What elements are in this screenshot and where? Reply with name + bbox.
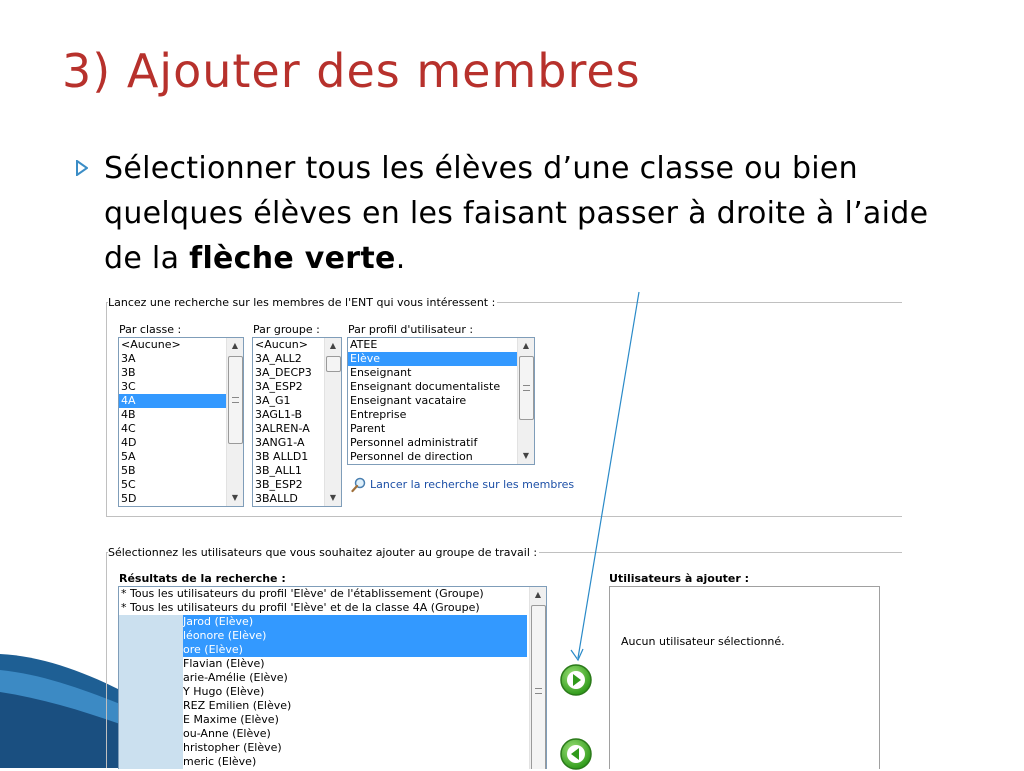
groupe-option[interactable]: 3A_DECP3 (255, 366, 312, 379)
scroll-grip-icon (523, 385, 530, 391)
results-option[interactable]: Y Hugo (Elève) (183, 685, 265, 698)
results-option[interactable]: E Maxime (Elève) (183, 713, 279, 726)
results-option[interactable]: ou-Anne (Elève) (183, 727, 271, 740)
annotation-arrow (560, 288, 650, 668)
scroll-up-icon[interactable]: ▲ (522, 341, 530, 350)
slide-title: 3) Ajouter des membres (62, 44, 641, 98)
scroll-down-icon[interactable]: ▼ (231, 493, 239, 502)
results-option[interactable]: * Tous les utilisateurs du profil 'Elève' de l'établissement (Groupe) (121, 587, 484, 600)
bullet-triangle-icon (76, 160, 88, 176)
results-listbox[interactable] (118, 586, 547, 769)
profil-option[interactable]: Entreprise (350, 408, 407, 421)
scroll-thumb[interactable] (519, 356, 534, 420)
groupe-option[interactable]: 3ALREN-A (255, 422, 310, 435)
to-add-label: Utilisateurs à ajouter : (609, 572, 750, 585)
bullet-text-bold: flèche verte (189, 241, 396, 276)
classe-option[interactable]: 5C (121, 478, 136, 491)
search-members-link[interactable]: Lancer la recherche sur les membres (370, 478, 575, 491)
results-label: Résultats de la recherche : (119, 572, 286, 585)
groupe-label: Par groupe : (253, 323, 320, 336)
results-option[interactable]: hristopher (Elève) (183, 741, 282, 754)
scroll-thumb[interactable] (531, 605, 546, 769)
groupe-option[interactable]: <Aucun> (255, 338, 308, 351)
classe-option[interactable]: 3B (121, 366, 136, 379)
scroll-thumb[interactable] (228, 356, 243, 444)
results-option-selected[interactable]: Jarod (Elève) (119, 615, 527, 629)
profil-option[interactable]: Enseignant vacataire (350, 394, 467, 407)
magnifier-icon[interactable] (351, 477, 367, 493)
scroll-grip-icon (535, 688, 542, 694)
bullet-text-part-1: Sélectionner tous les élèves d’une classe ou bien quelques élèves en les faisant passer à droite à l’aide de la (104, 151, 929, 276)
results-scrollbar[interactable] (529, 587, 546, 769)
bullet-text (104, 146, 956, 281)
fieldset-left-border (106, 302, 107, 516)
groupe-option[interactable]: 3AGL1-B (255, 408, 303, 421)
classe-option[interactable]: 5A (121, 450, 136, 463)
results-option[interactable]: meric (Elève) (183, 755, 257, 768)
classe-option[interactable]: 4B (121, 408, 136, 421)
profil-option-selected[interactable]: Elève (348, 352, 517, 366)
profil-option[interactable]: Parent (350, 422, 386, 435)
scroll-up-icon[interactable]: ▲ (534, 590, 542, 599)
classe-label: Par classe : (119, 323, 182, 336)
fieldset-left-border (106, 552, 107, 768)
profil-option[interactable]: Personnel administratif (350, 436, 478, 449)
scroll-up-icon[interactable]: ▲ (231, 341, 239, 350)
slide-swoosh-decoration (0, 640, 120, 768)
bullet-text-part-2: . (395, 241, 406, 276)
no-user-selected-message: Aucun utilisateur sélectionné. (621, 635, 785, 648)
search-panel-legend: Lancez une recherche sur les membres de l'ENT qui vous intéressent : (108, 296, 496, 309)
scroll-thumb[interactable] (326, 356, 341, 372)
classe-scrollbar[interactable] (226, 338, 243, 506)
profil-scrollbar[interactable] (517, 338, 534, 464)
fieldset-bottom-border (106, 516, 902, 517)
results-option-selected[interactable]: léonore (Elève) (119, 629, 527, 643)
profil-label: Par profil d'utilisateur : (348, 323, 474, 336)
profil-option[interactable]: ATEE (350, 338, 378, 351)
results-option[interactable]: arie-Amélie (Elève) (183, 671, 288, 684)
classe-option[interactable]: 3C (121, 380, 136, 393)
classe-option[interactable]: 5D (121, 492, 137, 505)
scroll-up-icon[interactable]: ▲ (329, 341, 337, 350)
classe-listbox[interactable] (118, 337, 244, 507)
results-option-selected[interactable]: ore (Elève) (119, 643, 527, 657)
classe-option-selected[interactable]: 4A (119, 394, 226, 408)
profil-option[interactable]: Enseignant (350, 366, 412, 379)
profil-listbox[interactable] (347, 337, 535, 465)
scroll-grip-icon (232, 397, 239, 403)
redaction-block (119, 615, 183, 769)
groupe-option[interactable]: 3A_ALL2 (255, 352, 302, 365)
scroll-down-icon[interactable]: ▼ (522, 451, 530, 460)
results-option[interactable]: REZ Emilien (Elève) (183, 699, 292, 712)
groupe-option[interactable]: 3A_G1 (255, 394, 291, 407)
profil-option[interactable]: Personnel de direction (350, 450, 473, 463)
groupe-option[interactable]: 3A_ESP2 (255, 380, 303, 393)
groupe-option[interactable]: 3B ALLD1 (255, 450, 309, 463)
groupe-listbox[interactable] (252, 337, 342, 507)
green-arrow-right-icon[interactable] (559, 663, 593, 697)
embedded-ent-screenshot (104, 292, 904, 768)
select-panel-legend: Sélectionnez les utilisateurs que vous souhaitez ajouter au groupe de travail : (108, 546, 538, 559)
groupe-scrollbar[interactable] (324, 338, 341, 506)
classe-option[interactable]: 5B (121, 464, 136, 477)
results-option[interactable]: Flavian (Elève) (183, 657, 265, 670)
groupe-option[interactable]: 3B_ESP2 (255, 478, 303, 491)
classe-option[interactable]: 4D (121, 436, 137, 449)
classe-option[interactable]: 4C (121, 422, 136, 435)
groupe-option[interactable]: 3BALLD (255, 492, 298, 505)
groupe-option[interactable]: 3ANG1-A (255, 436, 305, 449)
results-option[interactable]: * Tous les utilisateurs du profil 'Elève' et de la classe 4A (Groupe) (121, 601, 480, 614)
profil-option[interactable]: Enseignant documentaliste (350, 380, 501, 393)
classe-option[interactable]: 3A (121, 352, 136, 365)
groupe-option[interactable]: 3B_ALL1 (255, 464, 302, 477)
bullet-point (76, 146, 956, 281)
scroll-down-icon[interactable]: ▼ (329, 493, 337, 502)
green-arrow-left-icon[interactable] (559, 737, 593, 771)
classe-option[interactable]: <Aucune> (121, 338, 181, 351)
